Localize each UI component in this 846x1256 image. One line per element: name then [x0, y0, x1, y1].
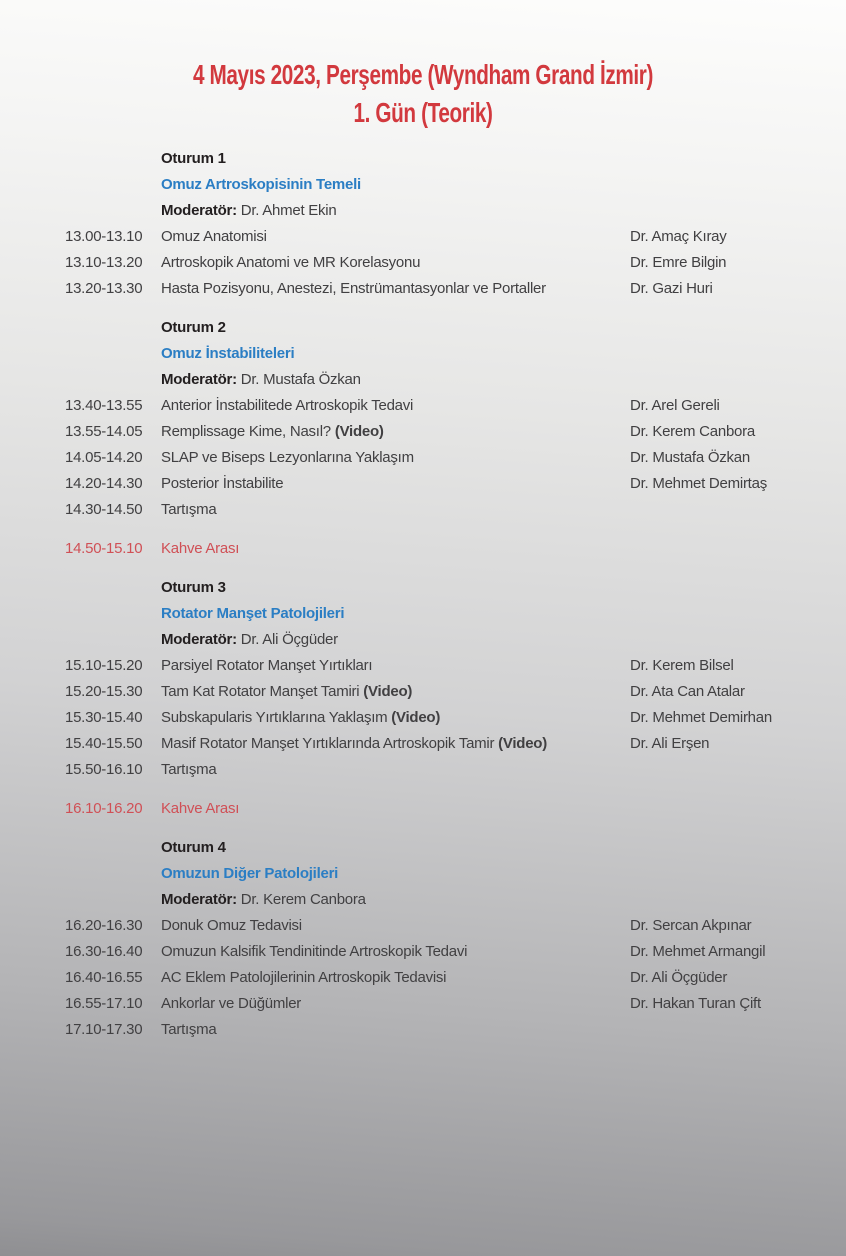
talk-topic: Anterior İnstabilitede Artroskopik Tedavi: [161, 397, 414, 414]
talk-time: 14.05-14.20: [65, 449, 143, 466]
talk-row: [65, 705, 800, 731]
talk-speaker: Dr. Mehmet Armangil: [630, 943, 766, 960]
talk-speaker: Dr. Amaç Kıray: [630, 228, 727, 245]
video-tag: (Video): [334, 423, 384, 440]
break-label: Kahve Arası: [161, 540, 240, 557]
session-moderator: [161, 198, 800, 224]
talk-topic: Omuz Anatomisi: [161, 228, 267, 245]
talk-topic: Tartışma: [161, 761, 217, 778]
session-name: Oturum 1: [161, 150, 226, 167]
talk-speaker: Dr. Kerem Canbora: [630, 423, 755, 440]
talk-row: [65, 757, 800, 783]
talk-time: 13.55-14.05: [65, 423, 143, 440]
talk-speaker: Dr. Mehmet Demirhan: [630, 709, 772, 726]
moderator-name: Dr. Kerem Canbora: [240, 891, 366, 908]
talk-time: 14.30-14.50: [65, 501, 143, 518]
talk-time: 14.20-14.30: [65, 475, 143, 492]
talk-row: [65, 731, 800, 757]
talk-topic: Remplissage Kime, Nasıl? (Video): [161, 423, 384, 440]
video-tag: (Video): [391, 709, 441, 726]
talk-time: 17.10-17.30: [65, 1021, 143, 1038]
talk-speaker: Dr. Mehmet Demirtaş: [630, 475, 767, 492]
talk-speaker: Dr. Sercan Akpınar: [630, 917, 752, 934]
page-title-line1: 4 Mayıs 2023, Perşembe (Wyndham Grand İzmir): [192, 59, 654, 90]
talk-row: [65, 393, 800, 419]
moderator-label: Moderatör:: [161, 202, 237, 219]
program-sessions: [65, 146, 800, 1043]
talk-topic: Hasta Pozisyonu, Anestezi, Enstrümantasyonlar ve Portaller: [161, 280, 546, 297]
talk-speaker: Dr. Ali Öçgüder: [630, 969, 728, 986]
talk-speaker: Dr. Mustafa Özkan: [630, 449, 750, 466]
session-title: Omuz Artroskopisinin Temeli: [161, 176, 361, 193]
talk-topic: Masif Rotator Manşet Yırtıklarında Artroskopik Tamir (Video): [161, 735, 547, 752]
session-name: Oturum 3: [161, 579, 226, 596]
coffee-break-row: [65, 536, 800, 562]
talk-topic: Tam Kat Rotator Manşet Tamiri (Video): [161, 683, 413, 700]
session-moderator: [161, 367, 800, 393]
session-title: Omuzun Diğer Patolojileri: [161, 865, 339, 882]
break-time: 14.50-15.10: [65, 540, 143, 557]
video-tag: (Video): [363, 683, 413, 700]
talk-row: [65, 497, 800, 523]
talk-topic: Posterior İnstabilite: [161, 475, 284, 492]
session-block: [65, 575, 800, 783]
talk-row: [65, 965, 800, 991]
session-moderator: [161, 627, 800, 653]
talk-time: 15.50-16.10: [65, 761, 143, 778]
talk-time: 16.55-17.10: [65, 995, 143, 1012]
session-title: Rotator Manşet Patolojileri: [161, 605, 345, 622]
talk-row: [65, 913, 800, 939]
talk-topic: Tartışma: [161, 501, 217, 518]
talk-topic: Tartışma: [161, 1021, 217, 1038]
moderator-label: Moderatör:: [161, 891, 237, 908]
talk-row: [65, 991, 800, 1017]
talk-speaker: Dr. Hakan Turan Çift: [630, 995, 761, 1012]
video-tag: (Video): [498, 735, 547, 752]
talk-time: 15.10-15.20: [65, 657, 143, 674]
talk-row: [65, 653, 800, 679]
talk-time: 16.30-16.40: [65, 943, 143, 960]
session-block: [65, 835, 800, 1043]
talk-time: 15.40-15.50: [65, 735, 143, 752]
talk-row: [65, 1017, 800, 1043]
talk-topic: Subskapularis Yırtıklarına Yaklaşım (Video): [161, 709, 441, 726]
talk-topic: Donuk Omuz Tedavisi: [161, 917, 302, 934]
talk-speaker: Dr. Arel Gereli: [630, 397, 720, 414]
moderator-label: Moderatör:: [161, 631, 237, 648]
talk-row: [65, 250, 800, 276]
talk-row: [65, 939, 800, 965]
talk-speaker: Dr. Gazi Huri: [630, 280, 713, 297]
talk-speaker: Dr. Ali Erşen: [630, 735, 710, 752]
moderator-name: Dr. Ali Öçgüder: [240, 631, 338, 648]
talk-time: 16.40-16.55: [65, 969, 143, 986]
session-name: Oturum 2: [161, 319, 226, 336]
talk-topic: Ankorlar ve Düğümler: [161, 995, 302, 1012]
coffee-break-row: [65, 796, 800, 822]
talk-row: [65, 276, 800, 302]
talk-time: 16.20-16.30: [65, 917, 143, 934]
talk-topic: Parsiyel Rotator Manşet Yırtıkları: [161, 657, 373, 674]
talk-speaker: Dr. Kerem Bilsel: [630, 657, 734, 674]
session-block: [65, 146, 800, 302]
session-name: Oturum 4: [161, 839, 226, 856]
talk-topic: Artroskopik Anatomi ve MR Korelasyonu: [161, 254, 421, 271]
talk-row: [65, 471, 800, 497]
talk-row: [65, 224, 800, 250]
session-block: [65, 315, 800, 523]
talk-row: [65, 419, 800, 445]
talk-speaker: Dr. Emre Bilgin: [630, 254, 727, 271]
moderator-name: Dr. Ahmet Ekin: [240, 202, 337, 219]
moderator-label: Moderatör:: [161, 371, 237, 388]
break-label: Kahve Arası: [161, 800, 240, 817]
talk-time: 13.00-13.10: [65, 228, 143, 245]
talk-speaker: Dr. Ata Can Atalar: [630, 683, 745, 700]
talk-topic: Omuzun Kalsifik Tendinitinde Artroskopik Tedavi: [161, 943, 468, 960]
talk-time: 13.20-13.30: [65, 280, 143, 297]
talk-row: [65, 445, 800, 471]
talk-topic: SLAP ve Biseps Lezyonlarına Yaklaşım: [161, 449, 414, 466]
talk-time: 15.20-15.30: [65, 683, 143, 700]
moderator-name: Dr. Mustafa Özkan: [240, 371, 361, 388]
talk-time: 13.10-13.20: [65, 254, 143, 271]
talk-time: 13.40-13.55: [65, 397, 143, 414]
break-time: 16.10-16.20: [65, 800, 143, 817]
session-moderator: [161, 887, 800, 913]
session-title: Omuz İnstabiliteleri: [161, 345, 295, 362]
talk-row: [65, 679, 800, 705]
talk-topic: AC Eklem Patolojilerinin Artroskopik Tedavisi: [161, 969, 447, 986]
talk-time: 15.30-15.40: [65, 709, 143, 726]
page-title-line2: 1. Gün (Teorik): [353, 97, 493, 128]
page-header: [0, 56, 846, 132]
